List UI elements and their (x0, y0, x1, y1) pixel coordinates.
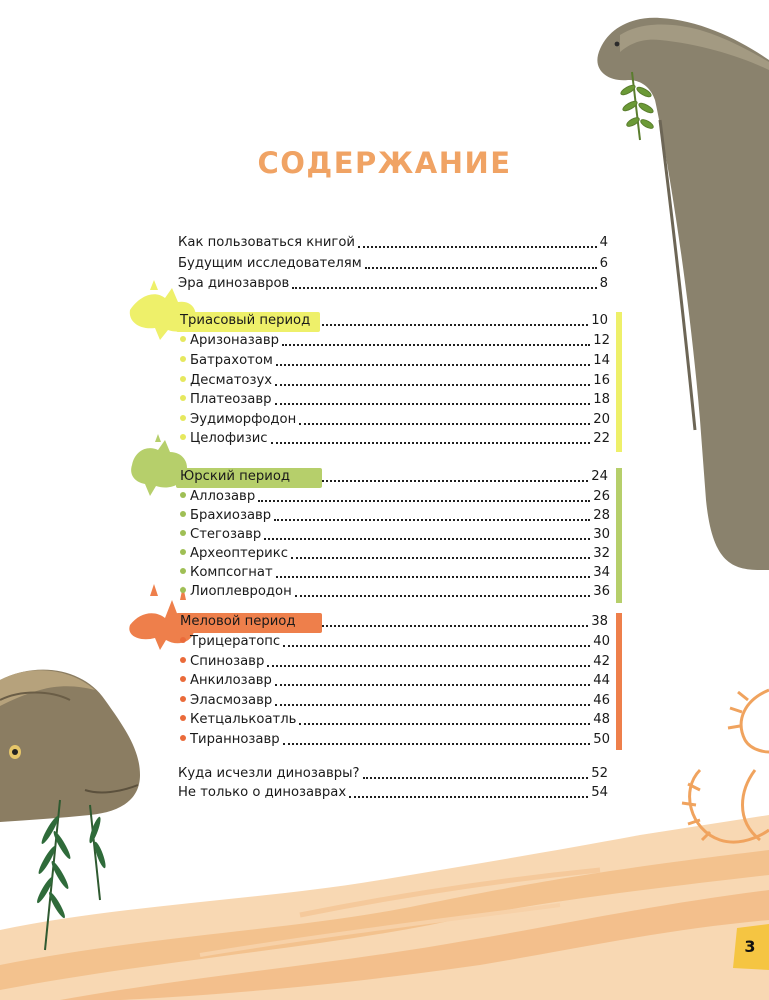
toc-entry-brachiosaurus[interactable] (180, 507, 610, 525)
toc-entry-plateosaurus[interactable] (180, 391, 610, 409)
toc-entry-page: 28 (593, 508, 610, 523)
toc-entry-coelophysis[interactable] (180, 430, 610, 448)
bullet-icon (180, 434, 186, 440)
leader-dots (291, 557, 590, 559)
leader-dots (317, 324, 588, 326)
toc-entry-archaeopteryx[interactable] (180, 545, 610, 563)
toc-entry-compsognathus[interactable] (180, 564, 610, 582)
leader-dots (297, 480, 588, 482)
toc-entry-page: 12 (593, 333, 610, 348)
toc-entry-batrachotomus[interactable] (180, 352, 610, 370)
toc-entry-label: Батрахотом (180, 352, 273, 370)
leader-dots (271, 442, 591, 444)
toc-section-cretaceous[interactable] (178, 613, 608, 631)
bullet-icon (180, 568, 186, 574)
toc-entry-label: Десматозух (180, 372, 272, 390)
leader-dots (275, 704, 590, 706)
jurassic-bar (616, 468, 622, 603)
toc-entry-desmatosuchus[interactable] (180, 372, 610, 390)
section-page: 24 (591, 469, 608, 484)
bullet-icon (180, 637, 186, 643)
toc-entry-page: 54 (591, 785, 608, 800)
toc-entry-label: Будущим исследователям (178, 256, 362, 271)
section-page: 38 (591, 614, 608, 629)
toc-entry-liopleurodon[interactable] (180, 583, 610, 601)
toc-entry-label: Компсогнат (180, 564, 273, 582)
toc-entry-page: 34 (593, 565, 610, 580)
toc-entry-label: Куда исчезли динозавры? (178, 766, 360, 781)
toc-entry-label: Стегозавр (180, 526, 261, 544)
toc-entry-label: Платеозавр (180, 391, 272, 409)
bullet-icon (180, 511, 186, 517)
leader-dots (275, 384, 590, 386)
toc-entry-label: Аризоназавр (180, 332, 279, 350)
leader-dots (264, 538, 590, 540)
toc-entry-page: 8 (599, 276, 608, 291)
dinosaur-head-illustration (0, 670, 140, 822)
toc-entry-page: 14 (593, 353, 610, 368)
toc-entry-page: 16 (593, 373, 610, 388)
section-page: 10 (591, 313, 608, 328)
toc-entry-label: Как пользоваться книгой (178, 235, 355, 250)
toc-entry-page: 50 (593, 732, 610, 747)
page-number: 3 (744, 937, 756, 956)
toc-entry-label: Эласмозавр (180, 692, 272, 710)
bullet-icon (180, 676, 186, 682)
toc-section-jurassic[interactable] (178, 468, 608, 486)
bullet-icon (180, 657, 186, 663)
toc-entry-label: Трицератопс (180, 633, 280, 651)
page-title: СОДЕРЖАНИЕ (257, 146, 512, 180)
leader-dots (363, 777, 589, 779)
triassic-bar (616, 312, 622, 452)
toc-entry-page: 30 (593, 527, 610, 542)
toc-entry-page: 52 (591, 766, 608, 781)
toc-entry-label: Целофизис (180, 430, 268, 448)
leader-dots (258, 500, 590, 502)
toc-entry-label: Анкилозавр (180, 672, 272, 690)
toc-entry-spinosaurus[interactable] (180, 653, 610, 671)
toc-entry-ankylosaurus[interactable] (180, 672, 610, 690)
leader-dots (358, 246, 597, 248)
toc-entry-page: 36 (593, 584, 610, 599)
leader-dots (349, 796, 588, 798)
leader-dots (283, 743, 591, 745)
toc-entry-page: 18 (593, 392, 610, 407)
brachiosaurus-illustration (597, 18, 769, 570)
section-label: Триасовый период (180, 313, 311, 328)
toc-entry-not-only-dinosaurs[interactable] (178, 784, 608, 802)
toc-entry-label: Кетцалькоатль (180, 711, 296, 729)
leader-dots (302, 625, 588, 627)
leader-dots (275, 684, 590, 686)
bullet-icon (180, 696, 186, 702)
bullet-icon (180, 336, 186, 342)
toc-entry-label: Аллозавр (180, 488, 255, 506)
toc-entry-page: 44 (593, 673, 610, 688)
bullet-icon (180, 549, 186, 555)
toc-entry-eudimorphodon[interactable] (180, 411, 610, 429)
toc-entry-page: 20 (593, 412, 610, 427)
toc-entry-label: Эра динозавров (178, 276, 290, 291)
toc-entry-page: 22 (593, 431, 610, 446)
toc-entry-page: 26 (593, 489, 610, 504)
toc-entry-page: 40 (593, 634, 610, 649)
bullet-icon (180, 530, 186, 536)
toc-entry-label: Эудиморфодон (180, 411, 296, 429)
toc-entry-elasmosaurus[interactable] (180, 692, 610, 710)
toc-entry-page: 4 (599, 235, 608, 250)
bullet-icon (180, 715, 186, 721)
toc-entry-triceratops[interactable] (180, 633, 610, 651)
leader-dots (276, 576, 591, 578)
leader-dots (295, 595, 590, 597)
toc-entry-label: Археоптерикс (180, 545, 288, 563)
leader-dots (283, 645, 590, 647)
bullet-icon (180, 735, 186, 741)
leader-dots (274, 519, 590, 521)
section-label: Юрский период (180, 469, 291, 484)
toc-entry-future-researchers[interactable] (178, 255, 608, 273)
leader-dots (365, 267, 597, 269)
toc-section-triassic[interactable] (178, 312, 608, 330)
toc-entry-allosaurus[interactable] (180, 488, 610, 506)
bullet-icon (180, 492, 186, 498)
leader-dots (299, 423, 590, 425)
leader-dots (267, 665, 590, 667)
toc-entry-page: 6 (599, 256, 608, 271)
toc-entry-label: Не только о динозаврах (178, 785, 347, 800)
toc-entry-dinosaur-era[interactable] (178, 275, 608, 293)
toc-entry-quetzalcoatlus[interactable] (180, 711, 610, 729)
leader-dots (275, 403, 591, 405)
toc-entry-stegosaurus[interactable] (180, 526, 610, 544)
bullet-icon (180, 415, 186, 421)
leader-dots (276, 364, 590, 366)
toc-entry-tyrannosaurus[interactable] (180, 731, 610, 749)
cretaceous-bar (616, 613, 622, 750)
leader-dots (292, 287, 596, 289)
bullet-icon (180, 356, 186, 362)
toc-entry-arizonasaurus[interactable] (180, 332, 610, 350)
section-label: Меловой период (180, 614, 296, 629)
toc-entry-label: Лиоплевродон (180, 583, 292, 601)
toc-entry-page: 42 (593, 654, 610, 669)
bullet-icon (180, 587, 186, 593)
toc-entry-page: 48 (593, 712, 610, 727)
bullet-icon (180, 376, 186, 382)
toc-entry-page: 46 (593, 693, 610, 708)
leader-dots (282, 344, 590, 346)
sand-strokes (0, 815, 769, 1000)
toc-entry-label: Брахиозавр (180, 507, 271, 525)
toc-entry-label: Спинозавр (180, 653, 264, 671)
toc-entry-page: 32 (593, 546, 610, 561)
toc-entry-where-did-dinosaurs-go[interactable] (178, 765, 608, 783)
toc-entry-label: Тираннозавр (180, 731, 280, 749)
leader-dots (299, 723, 590, 725)
toc-entry-how-to-use[interactable] (178, 234, 608, 252)
bullet-icon (180, 395, 186, 401)
